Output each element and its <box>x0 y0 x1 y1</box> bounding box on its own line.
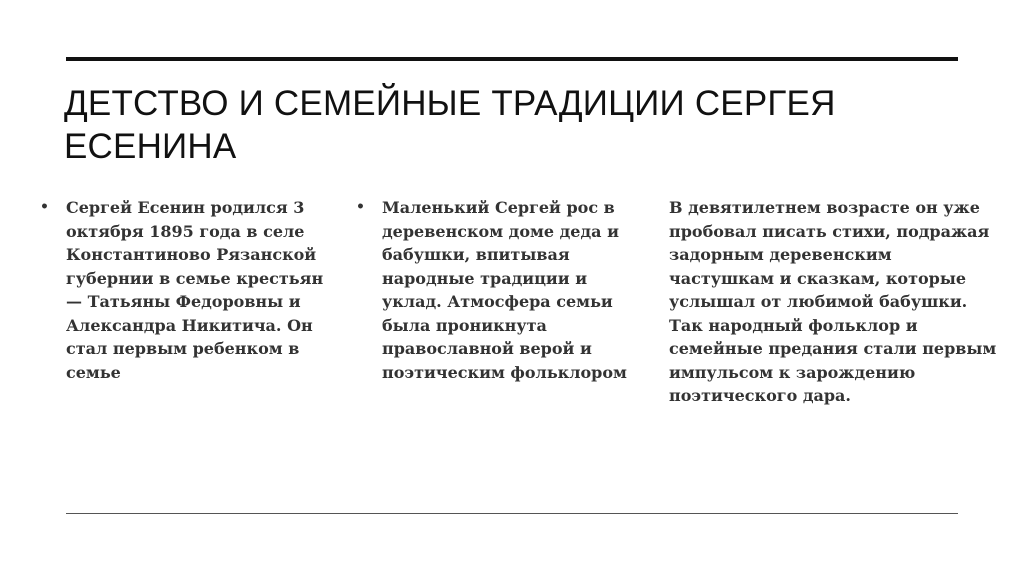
column-2-text: Маленький Сергей рос в деревенском доме деда и бабушки, впитывая народные традиции и уклад. Атмосфера семьи была проникнута православной верой и поэтическим фольклором <box>382 198 627 382</box>
bottom-divider <box>66 513 958 514</box>
text-column-3 <box>669 196 999 408</box>
text-column-2 <box>356 196 636 384</box>
bullet-icon: • <box>356 199 365 215</box>
slide-title: ДЕТСТВО И СЕМЕЙНЫЕ ТРАДИЦИИ СЕРГЕЯ ЕСЕНИНА <box>64 84 836 166</box>
bullet-icon: • <box>40 199 49 215</box>
top-divider <box>66 57 958 61</box>
column-1-text: Сергей Есенин родился 3 октября 1895 года в селе Константиново Рязанской губернии в семье крестьян — Татьяны Федоровны и Александра Никитича. Он стал первым ребенком в семье <box>66 198 324 382</box>
text-column-1 <box>40 196 325 384</box>
column-3-text: В девятилетнем возрасте он уже пробовал писать стихи, подражая задорным деревенским частушкам и сказкам, которые услышал от любимой бабушки. Так народный фольклор и семейные предания стали первым импульсом к зарождению поэтического дара. <box>669 198 997 405</box>
